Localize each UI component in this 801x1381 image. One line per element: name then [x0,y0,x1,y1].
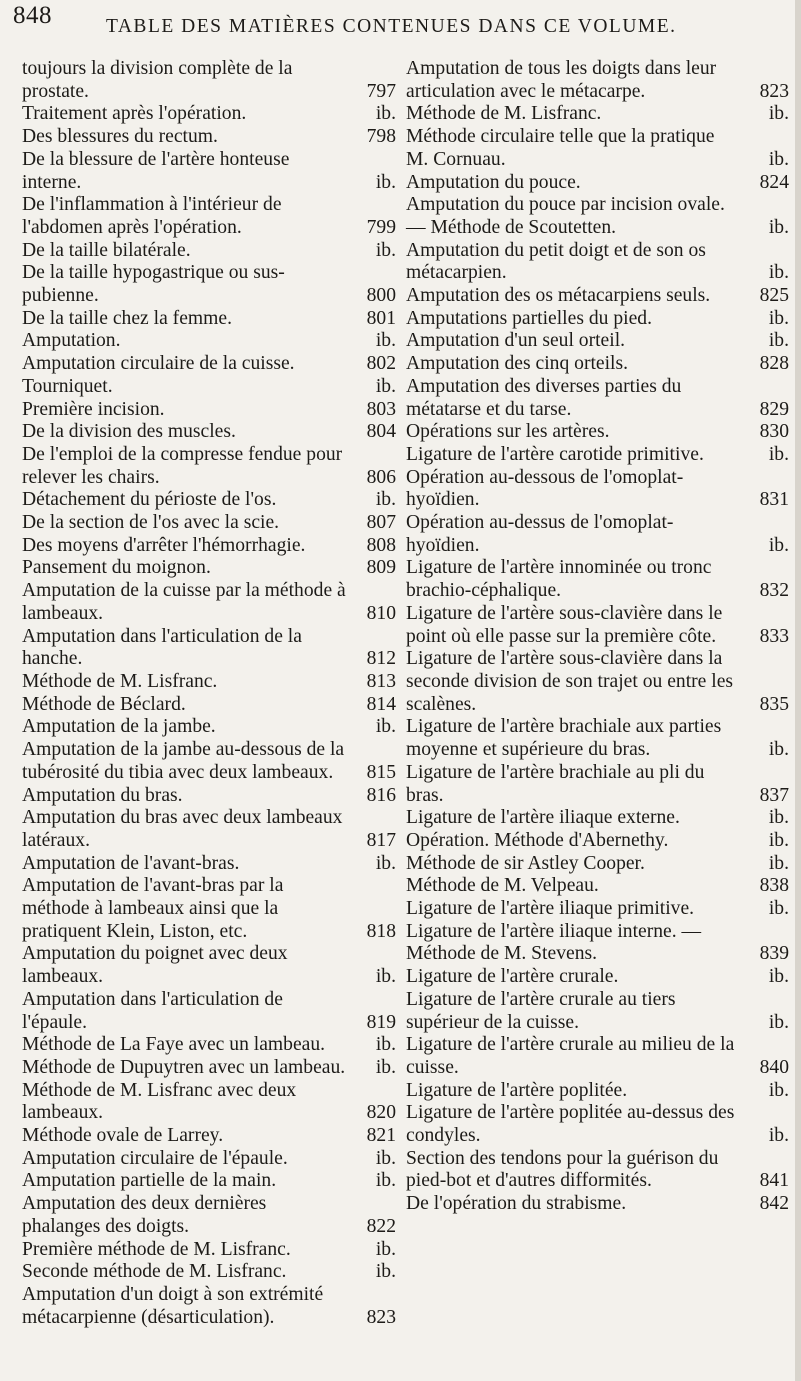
toc-entry [22,126,396,149]
toc-entry-title: De la taille chez la femme. [22,307,232,329]
toc-entry-title: Méthode de Dupuytren avec un lambeau. [22,1056,346,1078]
toc-entry-title: De la taille bilatérale. [22,239,191,261]
toc-entry [406,966,789,989]
toc-entry-page: ib. [375,1238,396,1260]
toc-entry [406,467,789,512]
toc-entry [22,1148,396,1171]
toc-entry [22,489,396,512]
left-column [22,58,396,1329]
toc-entry [22,308,396,331]
toc-entry [406,716,789,761]
toc-entry-title: Amputation de l'avant-bras. [22,852,240,874]
toc-entry-page: ib. [768,898,789,920]
toc-entry [406,58,789,103]
toc-entry-title: Tourniquet. [22,375,113,397]
page-number: 848 [13,2,52,29]
toc-entry [406,194,789,239]
toc-entry-title: Amputation du pouce par incision ovale. — Méthode de Scoutetten. [406,194,725,238]
toc-entry-page: 812 [366,648,396,670]
toc-entry-page: 818 [366,920,396,942]
toc-entry-title: Méthode ovale de Larrey. [22,1125,224,1147]
toc-entry-page: 823 [759,80,789,102]
toc-entry [22,1034,396,1057]
toc-entry-page: 832 [759,580,789,602]
toc-entry-page: ib. [768,148,789,170]
toc-entry [22,875,396,943]
toc-entry-page: 803 [366,398,396,420]
toc-entry-title: Amputation de la jambe au-dessous de la tubérosité du tibia avec deux lambeaux. [22,739,345,783]
toc-entry-title: Section des tendons pour la guérison du pied-bot et d'autres difformités. [406,1147,719,1192]
toc-entry-title: Méthode de sir Astley Cooper. [406,852,645,874]
page-edge [795,0,801,1381]
toc-entry-page: 800 [366,285,396,307]
toc-entry [406,898,789,921]
toc-entry-title: Première incision. [22,398,165,420]
toc-entry [22,716,396,739]
toc-entry [22,694,396,717]
toc-entry-page: ib. [375,1056,396,1078]
toc-entry-title: Opération. Méthode d'Abernethy. [406,829,669,851]
toc-entry-page: 833 [759,625,789,647]
toc-entry [406,1034,789,1079]
toc-entry-page: ib. [768,829,789,851]
toc-entry-title: Ligature de l'artère iliaque interne. — Méthode de M. Stevens. [406,920,702,965]
toc-entry [406,875,789,898]
toc-entry [406,853,789,876]
toc-entry-page: 813 [366,670,396,692]
toc-entry-title: toujours la division complète de la prostate. [22,58,293,102]
toc-entry [22,1284,396,1329]
toc-entry [406,603,789,648]
toc-entry-title: De l'inflammation à l'intérieur de l'abdomen après l'opération. [22,194,282,238]
toc-entry-page: 815 [366,761,396,783]
toc-entry-page: 817 [366,829,396,851]
toc-entry [22,580,396,625]
toc-entry-page: 840 [759,1056,789,1078]
toc-entry-page: 829 [759,398,789,420]
toc-entry [22,376,396,399]
toc-entry-title: Amputation du petit doigt et de son os métacarpien. [406,239,706,284]
toc-entry-page: ib. [768,330,789,352]
toc-entry-page: ib. [375,966,396,988]
toc-entry-title: Ligature de l'artère crurale. [406,966,619,988]
toc-entry [22,1125,396,1148]
toc-entry [22,194,396,239]
toc-entry [22,1080,396,1125]
toc-entry-title: Amputation d'un seul orteil. [406,330,626,352]
toc-entry [22,943,396,988]
toc-entry [406,376,789,421]
toc-entry-title: De la blessure de l'artère honteuse interne. [22,148,290,193]
toc-entry-title: Amputation de l'avant-bras par la méthode à lambeaux ainsi que la pratiquent Klein, Liston, etc. [22,875,284,942]
toc-entry-title: Ligature de l'artère crurale au tiers supérieur de la cuisse. [406,988,676,1033]
toc-entry-title: Ligature de l'artère innominée ou tronc brachio-céphalique. [406,557,712,602]
toc-entry-page: ib. [768,262,789,284]
toc-entry [406,1193,789,1216]
toc-entry-title: Traitement après l'opération. [22,103,247,125]
toc-entry [406,308,789,331]
toc-entry-title: Méthode de M. Velpeau. [406,875,599,897]
toc-entry-title: Amputation de la jambe. [22,716,216,738]
toc-entry-title: Méthode de M. Lisfranc. [22,670,218,692]
toc-entry-page: 799 [366,216,396,238]
running-head: TABLE DES MATIÈRES CONTENUES DANS CE VOLUME. [106,16,677,37]
toc-entry [22,807,396,852]
toc-entry-title: De l'opération du strabisme. [406,1193,627,1215]
toc-entry-title: Amputation de la cuisse par la méthode à lambeaux. [22,580,346,624]
toc-entry-title: Amputation du poignet avec deux lambeaux. [22,943,288,988]
toc-entry-page: 830 [759,421,789,443]
toc-entry-title: Ligature de l'artère poplitée au-dessus des condyles. [406,1102,735,1147]
right-column [406,58,789,1216]
toc-entry-title: Amputation. [22,330,121,352]
toc-entry-page: ib. [768,807,789,829]
toc-entry [22,853,396,876]
toc-entry-title: Amputations partielles du pied. [406,307,652,329]
toc-entry-title: Seconde méthode de M. Lisfranc. [22,1261,287,1283]
toc-entry-page: 822 [366,1215,396,1237]
toc-entry [22,330,396,353]
toc-entry [406,989,789,1034]
toc-entry-page: ib. [375,103,396,125]
toc-entry [406,1148,789,1193]
toc-entry [22,149,396,194]
toc-entry [406,807,789,830]
toc-entry-page: 838 [759,875,789,897]
toc-entry-page: 839 [759,943,789,965]
toc-entry [22,1057,396,1080]
toc-entry-title: Amputation du bras avec deux lambeaux latéraux. [22,807,343,851]
toc-entry-page: ib. [375,1147,396,1169]
toc-entry [406,512,789,557]
toc-entry-title: Ligature de l'artère iliaque externe. [406,807,680,829]
toc-entry-title: De la division des muscles. [22,421,236,443]
toc-entry-title: Amputation dans l'articulation de l'épaule. [22,988,283,1033]
toc-entry [22,671,396,694]
toc-entry-page: ib. [768,1011,789,1033]
toc-entry-title: Amputation partielle de la main. [22,1170,277,1192]
toc-entry-page: 814 [366,693,396,715]
toc-entry [22,353,396,376]
toc-entry-title: Méthode de M. Lisfranc avec deux lambeaux. [22,1079,297,1124]
toc-entry-page: 825 [759,285,789,307]
toc-entry-title: Amputation des diverses parties du métatarse et du tarse. [406,375,682,420]
toc-entry-page: 835 [759,693,789,715]
toc-entry [406,830,789,853]
toc-entry-page: 808 [366,534,396,556]
toc-entry-page: 810 [366,602,396,624]
toc-entry-title: Opérations sur les artères. [406,421,610,443]
toc-entry-page: ib. [375,1261,396,1283]
toc-entry-title: Amputation circulaire de l'épaule. [22,1147,288,1169]
toc-entry [22,262,396,307]
toc-entry [406,648,789,716]
toc-entry-page: ib. [375,330,396,352]
toc-entry [22,512,396,535]
toc-entry-page: 837 [759,784,789,806]
toc-entry-page: 798 [366,126,396,148]
toc-entry [22,1239,396,1262]
toc-entry-page: 797 [366,80,396,102]
toc-entry [22,1261,396,1284]
toc-entry [406,126,789,171]
toc-entry-page: 807 [366,512,396,534]
toc-entry [406,240,789,285]
toc-entry-page: ib. [768,443,789,465]
toc-entry-title: Ligature de l'artère sous-clavière dans le point où elle passe sur la première côte. [406,602,723,647]
toc-entry-title: Des blessures du rectum. [22,126,218,148]
toc-entry-page: 831 [759,489,789,511]
toc-entry-title: Amputation d'un doigt à son extrémité métacarpienne (désarticulation). [22,1283,324,1328]
toc-entry-page: ib. [375,716,396,738]
toc-entry-page: 841 [759,1170,789,1192]
toc-entry-page: ib. [768,966,789,988]
toc-entry-page: 821 [366,1125,396,1147]
toc-entry-page: ib. [768,1079,789,1101]
toc-entry [22,240,396,263]
toc-entry [22,1170,396,1193]
toc-entry-page: ib. [768,534,789,556]
toc-entry [406,353,789,376]
toc-entry [406,921,789,966]
toc-entry-page: 816 [366,784,396,806]
toc-entry-title: Amputation du bras. [22,784,183,806]
toc-entry-page: ib. [768,739,789,761]
toc-entry-title: Ligature de l'artère brachiale aux parties moyenne et supérieure du bras. [406,716,722,761]
toc-entry-title: Ligature de l'artère iliaque primitive. [406,898,695,920]
toc-entry-title: De la section de l'os avec la scie. [22,512,280,534]
toc-entry [22,399,396,422]
toc-entry-title: Ligature de l'artère crurale au milieu de la cuisse. [406,1034,735,1078]
toc-entry-title: Méthode de La Faye avec un lambeau. [22,1034,326,1056]
toc-entry-page: 806 [366,466,396,488]
toc-entry-title: Opération au-dessus de l'omoplat-hyoïdien. [406,512,674,556]
toc-entry-title: Amputation des deux dernières phalanges des doigts. [22,1193,267,1237]
toc-entry-page: 819 [366,1011,396,1033]
toc-entry-page: 824 [759,171,789,193]
toc-entry-page: ib. [375,489,396,511]
toc-entry-title: Première méthode de M. Lisfranc. [22,1238,291,1260]
toc-entry [406,557,789,602]
toc-entry [406,103,789,126]
toc-entry [406,421,789,444]
toc-entry [22,444,396,489]
toc-entry [406,172,789,195]
toc-entry-page: ib. [768,1125,789,1147]
toc-entry [22,626,396,671]
toc-entry-title: Ligature de l'artère carotide primitive. [406,443,704,465]
toc-entry-page: 828 [759,353,789,375]
toc-entry [22,557,396,580]
toc-entry [22,989,396,1034]
toc-entry-page: 804 [366,421,396,443]
toc-entry [406,762,789,807]
toc-entry-title: De l'emploi de la compresse fendue pour relever les chairs. [22,443,343,488]
toc-entry [22,58,396,103]
toc-entry-title: Méthode de Béclard. [22,693,186,715]
toc-entry-page: ib. [375,171,396,193]
toc-entry-title: Amputation circulaire de la cuisse. [22,353,295,375]
toc-entry-page: ib. [768,103,789,125]
toc-entry-page: 820 [366,1102,396,1124]
toc-entry-title: Amputation des cinq orteils. [406,353,629,375]
toc-entry-page: 809 [366,557,396,579]
toc-entry-title: Méthode circulaire telle que la pratique M. Cornuau. [406,126,715,170]
toc-entry-title: Opération au-dessous de l'omoplat-hyoïdien. [406,466,684,511]
toc-entry-page: ib. [768,307,789,329]
toc-entry [22,785,396,808]
toc-entry-title: Ligature de l'artère brachiale au pli du bras. [406,761,705,806]
toc-entry-title: Amputation des os métacarpiens seuls. [406,285,711,307]
toc-entry [406,444,789,467]
toc-entry-page: ib. [375,852,396,874]
toc-entry [406,1080,789,1103]
toc-entry-page: ib. [375,239,396,261]
toc-entry-title: Ligature de l'artère poplitée. [406,1079,628,1101]
toc-entry-title: De la taille hypogastrique ou sus-pubienne. [22,262,285,307]
toc-entry-page: ib. [768,852,789,874]
toc-entry-page: ib. [768,216,789,238]
toc-entry-page: ib. [375,1034,396,1056]
toc-entry [22,103,396,126]
toc-entry-page: ib. [375,1170,396,1192]
toc-entry-title: Amputation dans l'articulation de la hanche. [22,625,302,670]
toc-entry [22,739,396,784]
toc-entry-title: Détachement du périoste de l'os. [22,489,277,511]
toc-entry-page: 842 [759,1193,789,1215]
toc-entry [406,285,789,308]
toc-entry [22,1193,396,1238]
toc-entry-page: 802 [366,353,396,375]
toc-entry-title: Pansement du moignon. [22,557,211,579]
toc-entry-page: 801 [366,307,396,329]
toc-entry [406,1102,789,1147]
toc-entry [406,330,789,353]
toc-entry-title: Ligature de l'artère sous-clavière dans la seconde division de son trajet ou entre les scalènes. [406,648,734,715]
toc-entry-title: Des moyens d'arrêter l'hémorrhagie. [22,534,306,556]
toc-entry-title: Amputation de tous les doigts dans leur articulation avec le métacarpe. [406,58,717,102]
toc-entry [22,535,396,558]
toc-entry [22,421,396,444]
toc-entry-page: 823 [366,1306,396,1328]
toc-entry-title: Amputation du pouce. [406,171,581,193]
toc-entry-title: Méthode de M. Lisfranc. [406,103,602,125]
toc-entry-page: ib. [375,375,396,397]
